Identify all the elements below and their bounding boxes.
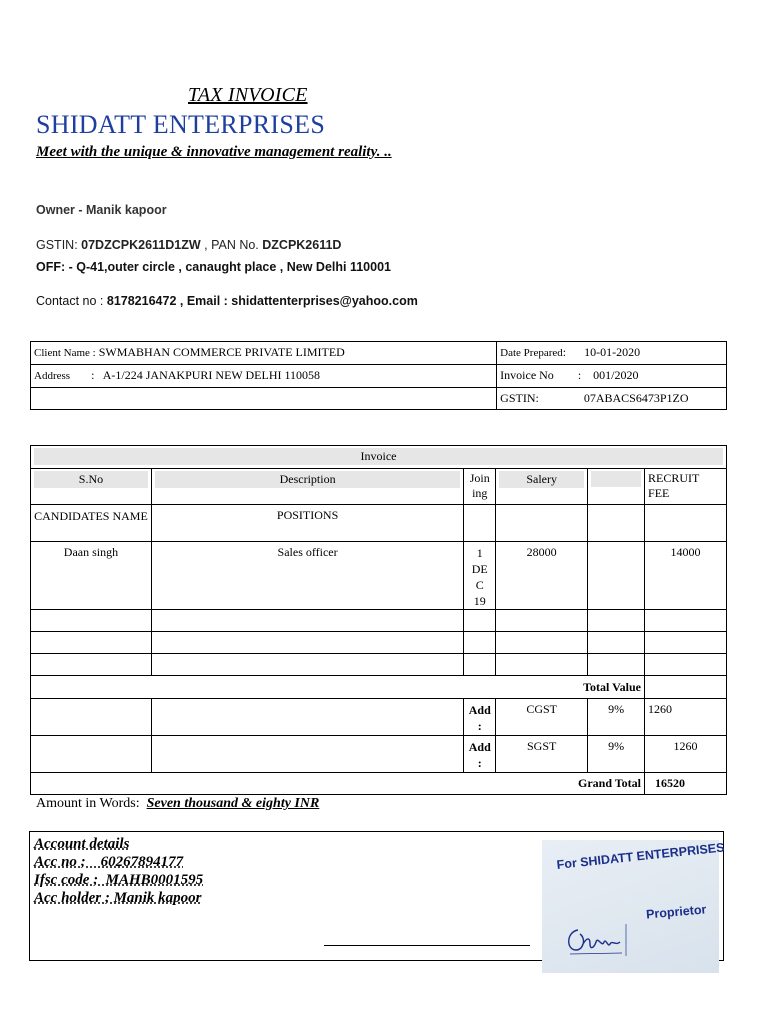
empty-cell [645,505,727,542]
stamp-proprietor-text: Proprietor [645,902,707,922]
gst-line [36,238,341,252]
cgst-prefix: Add : [464,699,496,736]
account-number: Acc no ; 60267894177 [34,854,184,870]
total-value-cell [645,676,727,699]
table-row [31,632,727,654]
account-details [34,835,203,907]
empty-cell [464,505,496,542]
col-header-blank [588,469,645,505]
candidate-name: Daan singh [31,542,152,610]
client-name-cell [31,342,497,365]
date-value: : 10-01-2020 [562,345,641,359]
contact-email: shidattenterprises@yahoo.com [231,294,418,308]
subheader-positions: POSITIONS [151,505,463,542]
invoice-heading: Invoice [34,448,723,465]
gstin-value: 07DZCPK2611D1ZW [81,238,201,252]
col-description-label: Description [155,471,460,488]
owner-line: Owner - Manik kapoor [36,203,167,217]
empty-cell [496,505,588,542]
invoice-table [30,445,727,795]
company-name: SHIDATT ENTERPRISES [36,110,326,139]
table-row [31,610,727,632]
signature-image [564,920,628,960]
cgst-name: CGST [496,699,588,736]
account-ifsc: Ifsc code ; MAHB0001595 [34,872,204,888]
col-header-joining: Join ing [464,469,496,505]
address-label: Address [34,370,71,382]
col-sno-label: S.No [34,471,148,488]
stamp-company-text: For SHIDATT ENTERPRISES [556,840,726,872]
client-gstin-value: 07ABACS6473P1ZO [583,391,689,405]
empty-cell [588,505,645,542]
pan-value: DZCPK2611D [262,238,342,252]
tax-row-cgst [31,699,727,736]
subheader-candidates: CANDIDATES NAME [31,505,152,542]
col-header-sno [31,469,152,505]
address-cell [31,365,497,388]
empty-cell [31,388,497,410]
sgst-name: SGST [496,736,588,773]
account-heading: Account details [34,836,130,852]
email-label: , Email : [176,294,232,308]
col-header-description [151,469,463,505]
contact-line [36,294,418,308]
table-row [31,542,727,610]
cgst-amount: 1260 [645,699,727,736]
date-cell [497,342,727,365]
document-title: TAX INVOICE [188,84,308,106]
account-holder: Acc holder ; Manik kapoor [34,890,202,906]
candidate-position: Sales officer [151,542,463,610]
amount-words-value: Seven thousand & eighty INR [146,796,320,811]
invoice-heading-cell [31,446,727,469]
date-label: Date Prepared [500,347,563,359]
amount-words-label: Amount in Words: [36,796,140,811]
tax-row-sgst [31,736,727,773]
amount-in-words [36,796,319,812]
empty-cell [588,542,645,610]
invoice-no-label: Invoice No [500,368,554,382]
signature-line [324,945,530,946]
client-details-table [30,341,727,410]
client-name: SWMABHAN COMMERCE PRIVATE LIMITED [98,345,345,359]
candidate-fee: 14000 [645,542,727,610]
contact-label: Contact no : [36,294,107,308]
cgst-rate: 9% [588,699,645,736]
grand-total-label: Grand Total [31,773,645,795]
contact-phone: 8178216472 [106,294,177,308]
grand-total-value: 16520 [645,773,727,795]
col-header-recruit-fee: RECRUIT FEE [645,469,727,505]
col-blank-label [591,471,641,487]
sgst-amount: 1260 [645,736,727,773]
client-gstin-label: GSTIN: [500,391,539,405]
company-tagline: Meet with the unique & innovative management reality. .. [36,144,392,160]
col-header-salary [496,469,588,505]
total-value-label: Total Value [31,676,645,699]
invoice-no-cell [497,365,727,388]
address-value: : A-1/224 JANAKPURI NEW DELHI 110058 [91,368,321,382]
client-name-label: Client Name : [34,347,96,359]
office-address: OFF: - Q-41,outer circle , canaught place , New Delhi 110001 [36,260,391,274]
table-row [31,654,727,676]
pan-label: , PAN No. [200,238,263,252]
candidate-salary: 28000 [496,542,588,610]
sgst-rate: 9% [588,736,645,773]
sgst-prefix: Add : [464,736,496,773]
client-gstin-cell [497,388,727,410]
invoice-no-value: : 001/2020 [577,368,639,382]
col-salary-label: Salery [499,471,584,488]
candidate-joining: 1 DE C 19 [464,542,496,610]
gstin-label: GSTIN: [36,238,82,252]
